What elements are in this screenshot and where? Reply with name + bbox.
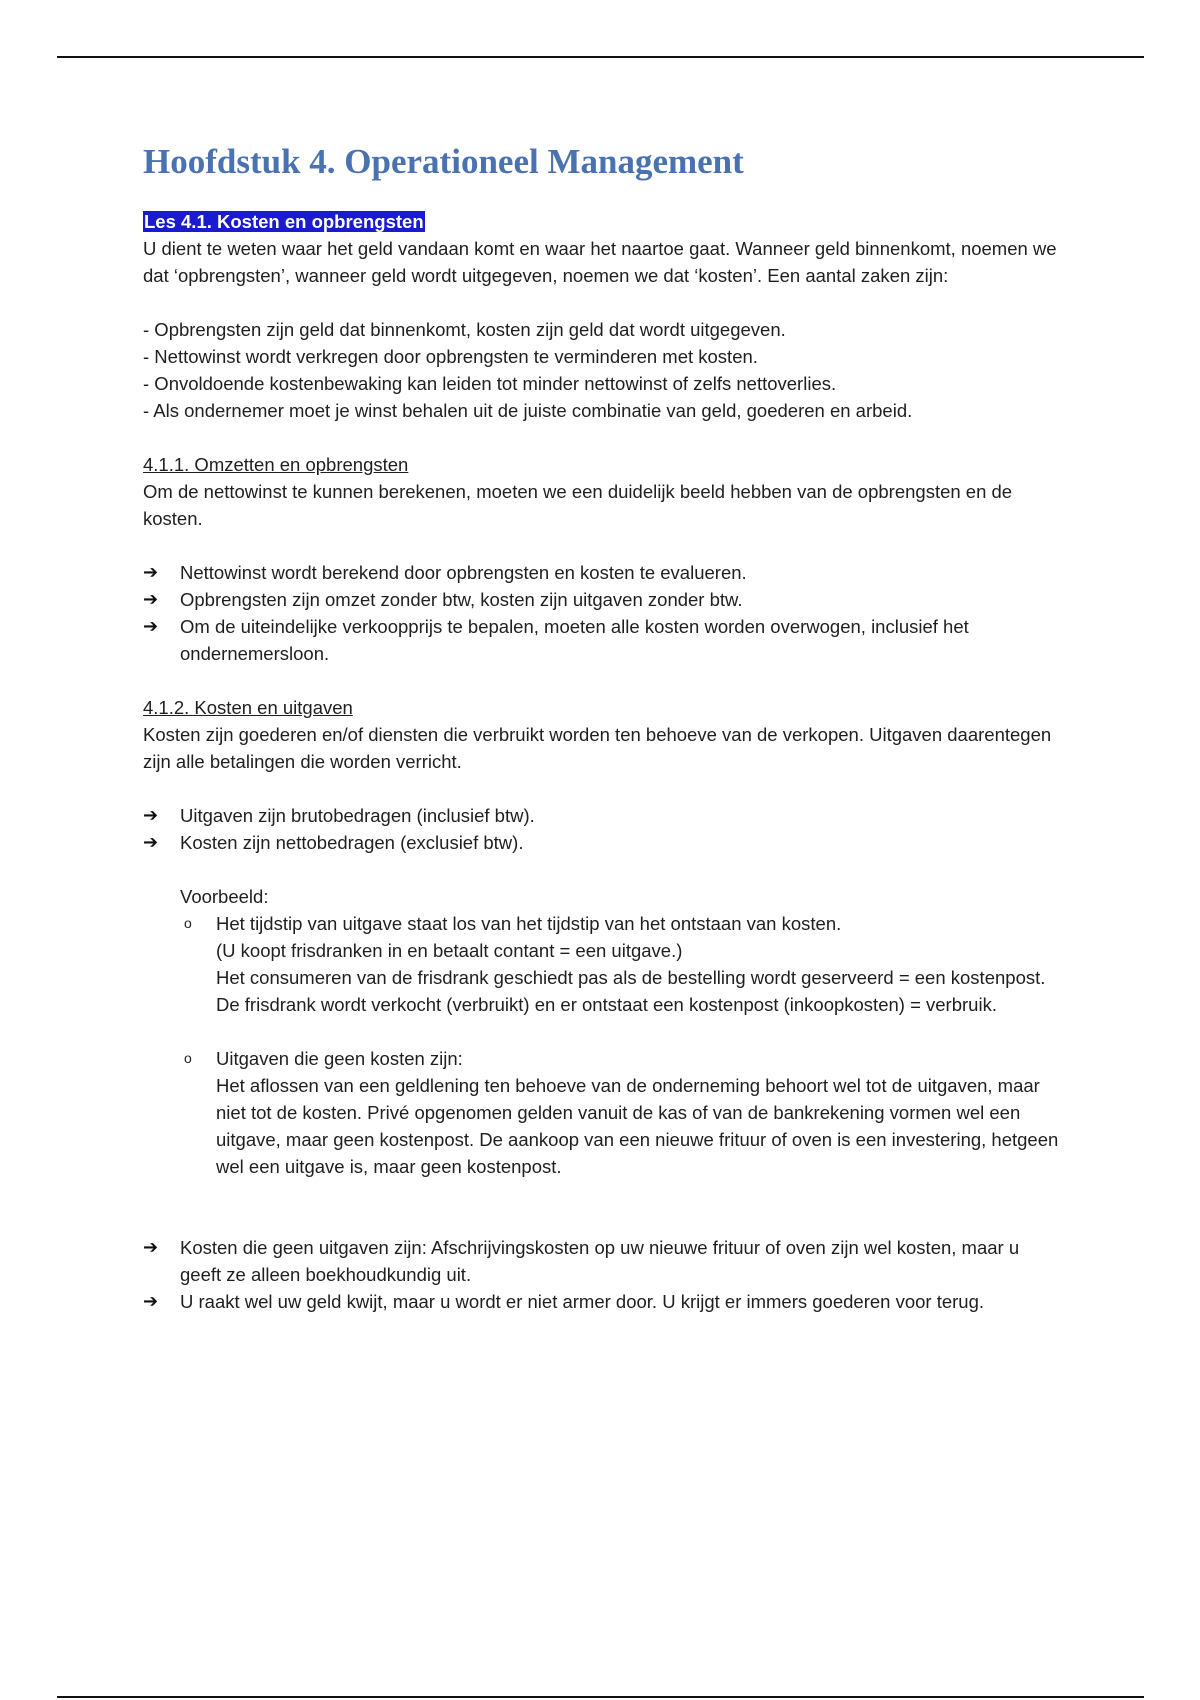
arrow-icon: ➔ [143, 562, 159, 582]
section-heading-4-1-2: 4.1.2. Kosten en uitgaven [143, 697, 353, 718]
list-item: ➔ Om de uiteindelijke verkoopprijs te bepalen, moeten alle kosten worden overwogen, inclusief het ondernemersloon. [143, 613, 1063, 667]
arrow-icon: ➔ [143, 616, 159, 636]
lesson-heading: Les 4.1. Kosten en opbrengsten [144, 211, 424, 232]
circle-bullet-icon: o [184, 915, 192, 931]
arrow-icon: ➔ [143, 832, 159, 852]
arrow-icon: ➔ [143, 589, 159, 609]
list-item: ➔ Opbrengsten zijn omzet zonder btw, kosten zijn uitgaven zonder btw. [143, 586, 1063, 613]
list-item: ➔ Nettowinst wordt berekend door opbrengsten en kosten te evalueren. [143, 559, 1063, 586]
section-heading-4-1-1: 4.1.1. Omzetten en opbrengsten [143, 454, 409, 475]
section2-bullets [143, 802, 1063, 856]
example-list-2 [143, 1045, 1063, 1180]
list-item: - Opbrengsten zijn geld dat binnenkomt, kosten zijn geld dat wordt uitgegeven. [143, 319, 786, 340]
list-item: ➔ Kosten zijn nettobedragen (exclusief btw). [143, 829, 1063, 856]
section1-intro: Om de nettowinst te kunnen berekenen, moeten we een duidelijk beeld hebben van de opbrengsten en de kosten. [143, 481, 1013, 529]
section2-bullets-2 [143, 1234, 1063, 1315]
list-item: ➔ Uitgaven zijn brutobedragen (inclusief btw). [143, 802, 1063, 829]
list-item: - Als ondernemer moet je winst behalen uit de juiste combinatie van geld, goederen en arbeid. [143, 400, 913, 421]
circle-bullet-icon: o [184, 1050, 192, 1066]
example-list [143, 910, 1063, 1018]
list-item: ➔ U raakt wel uw geld kwijt, maar u wordt er niet armer door. U krijgt er immers goederen voor terug. [143, 1288, 1063, 1315]
arrow-icon: ➔ [143, 1291, 159, 1311]
example-label: Voorbeeld: [180, 886, 269, 907]
list-item: o Uitgaven die geen kosten zijn: Het aflossen van een geldlening ten behoeve van de onderneming behoort wel tot de uitgaven, maar niet tot de kosten. Privé opgenomen gelden vanuit de kas of van de bankrekening vormen wel een uitgave, maar geen kostenpost. De aankoop van een nieuwe frituur of oven is een investering, hetgeen wel een uitgave is, maar geen kostenpost. [180, 1045, 1063, 1180]
footer-rule [57, 1696, 1144, 1698]
arrow-icon: ➔ [143, 805, 159, 825]
list-item: ➔ Kosten die geen uitgaven zijn: Afschrijvingskosten op uw nieuwe frituur of oven zijn wel kosten, maar u geeft ze alleen boekhoudkundig uit. [143, 1234, 1063, 1288]
lesson-intro: U dient te weten waar het geld vandaan komt en waar het naartoe gaat. Wanneer geld binnenkomt, noemen we dat ‘opbrengsten’, wanneer geld wordt uitgegeven, noemen we dat ‘kosten’. Een aantal zaken zijn: [143, 238, 1057, 286]
list-item: o Het tijdstip van uitgave staat los van het tijdstip van het ontstaan van kosten. (U koopt frisdranken in en betaalt contant = een uitgave.) Het consumeren van de frisdrank geschiedt pas als de bestelling wordt geserveerd = een kostenpost. De frisdrank wordt verkocht (verbruikt) en er ontstaat een kostenpost (inkoopkosten) = verbruik. [180, 910, 1063, 1018]
document-page [143, 140, 1063, 1315]
arrow-icon: ➔ [143, 1237, 159, 1257]
lesson-heading-line [143, 208, 1063, 235]
section2-intro: Kosten zijn goederen en/of diensten die verbruikt worden ten behoeve van de verkopen. Uitgaven daarentegen zijn alle betalingen die worden verricht. [143, 724, 1052, 772]
section1-bullets [143, 559, 1063, 667]
list-item: - Nettowinst wordt verkregen door opbrengsten te verminderen met kosten. [143, 346, 758, 367]
lesson-points [143, 316, 1063, 424]
header-rule [57, 56, 1144, 58]
page-title: Hoofdstuk 4. Operationeel Management [143, 142, 744, 181]
list-item: - Onvoldoende kostenbewaking kan leiden tot minder nettowinst of zelfs nettoverlies. [143, 373, 837, 394]
